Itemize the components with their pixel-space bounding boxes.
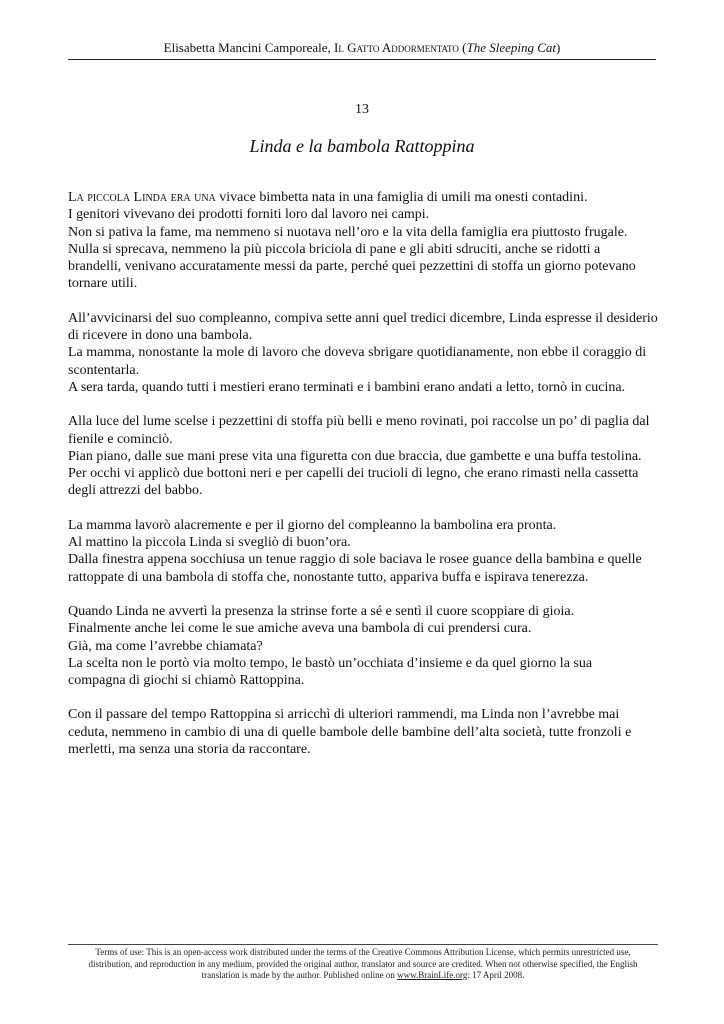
text-line: Con il passare del tempo Rattoppina si arricchì di ulteriori rammendi, ma Linda non l’avrebbe mai [68, 707, 620, 723]
text-line: tornare utili. [68, 276, 138, 292]
paragraph [68, 189, 658, 293]
text-line: Nulla si sprecava, nemmeno la più piccola briciola di pane e gli abiti sdruciti, anche se ridotti a [68, 241, 601, 257]
paragraph [68, 310, 658, 396]
text-line: Per occhi vi applicò due bottoni neri e per capelli dei trucioli di legno, che erano rimasti nella cassetta [68, 466, 639, 482]
header-paren-close: ) [556, 40, 561, 55]
header-english-title: The Sleeping Cat [466, 40, 557, 55]
text-line: Finalmente anche lei come le sue amiche aveva una bambola di cui prendersi cura. [68, 621, 532, 637]
text-line: Pian piano, dalle sue mani prese vita una figuretta con due braccia, due gambette e una buffa testolina. [68, 448, 642, 464]
text-line: Quando Linda ne avvertì la presenza la strinse forte a sé e sentì il cuore scoppiare di gioia. [68, 603, 575, 619]
paragraph [68, 706, 658, 758]
text-line: La mamma, nonostante la mole di lavoro che doveva sbrigare quotidianamente, non ebbe il coraggio di [68, 345, 647, 361]
text-line: scontentarla. [68, 362, 140, 378]
paragraph [68, 517, 658, 586]
text-line: La mamma lavorò alacremente e per il giorno del compleanno la bambolina era pronta. [68, 517, 557, 533]
footer-text: translation is made by the author. Published online on [201, 970, 398, 980]
text-line: degli attrezzi del babbo. [68, 483, 203, 499]
header-italian-title: Il Gatto Addormentato [334, 40, 459, 55]
text-line: Alla luce del lume scelse i pezzettini di stoffa più belli e meno rovinati, poi raccolse un po’ di paglia dal [68, 414, 650, 430]
text-line: ceduta, nemmeno in cambio di una di quelle bambole delle bambine dell’alta società, tutte fronzoli e [68, 724, 632, 740]
header-author: Elisabetta Mancini Camporeale, [163, 40, 331, 55]
chapter-title: Linda e la bambola Rattoppina [249, 136, 475, 156]
header-paren-open: ( [462, 40, 467, 55]
opening-rest: vivace bimbetta nata in una famiglia di umili ma onesti contadini. [215, 190, 588, 205]
text-line: Al mattino la piccola Linda si svegliò di buon’ora. [68, 535, 351, 551]
footer-line [68, 970, 658, 982]
story-body [68, 189, 658, 775]
text-line: fienile e cominciò. [68, 431, 173, 447]
brainlife-link[interactable]: www.BrainLife.org [397, 970, 468, 980]
text-line: brandelli, venivano accuratamente messi da parte, perché quei pezzettini di stoffa un giorno potevano [68, 259, 636, 275]
text-line: di ricevere in dono una bambola. [68, 328, 253, 344]
text-line: Dalla finestra appena socchiusa un tenue raggio di sole baciava le rosee guance della bambina e quelle [68, 552, 642, 568]
text-line: Non si pativa la fame, ma nemmeno si nuotava nell’oro e la vita della famiglia era piuttosto frugale. [68, 224, 628, 240]
text-line: La scelta non le portò via molto tempo, le bastò un’occhiata d’insieme e da quel giorno la sua [68, 655, 593, 671]
chapter-number: 13 [355, 102, 369, 117]
footer-date: : 17 April 2008. [467, 970, 525, 980]
opening-small-caps: La piccola Linda era una [68, 190, 216, 205]
running-header [68, 40, 656, 60]
terms-of-use-footer [68, 944, 658, 982]
text-line: compagna di giochi si chiamò Rattoppina. [68, 673, 305, 689]
text-line: Già, ma come l’avrebbe chiamata? [68, 638, 263, 654]
text-line: All’avvicinarsi del suo compleanno, compiva sette anni quel tredici dicembre, Linda espresse il desiderio [68, 310, 658, 326]
text-line: I genitori vivevano dei prodotti forniti loro dal lavoro nei campi. [68, 207, 430, 223]
paragraph [68, 603, 658, 689]
footer-line: Terms of use: This is an open-access work distributed under the terms of the Creative Commons Attribution License, which permits unrestricted use, [95, 947, 631, 957]
text-line: merletti, ma senza una storia da raccontare. [68, 742, 311, 758]
paragraph [68, 413, 658, 499]
text-line [68, 189, 658, 206]
text-line: A sera tarda, quando tutti i mestieri erano terminati e i bambini erano andati a letto, tornò in cucina. [68, 379, 626, 395]
footer-line: distribution, and reproduction in any medium, provided the original author, translator and source are credited. When not otherwise specified, the English [88, 958, 638, 969]
text-line: rattoppate di una bambola di stoffa che, nonostante tutto, appariva buffa e ispirava tenerezza. [68, 569, 589, 585]
